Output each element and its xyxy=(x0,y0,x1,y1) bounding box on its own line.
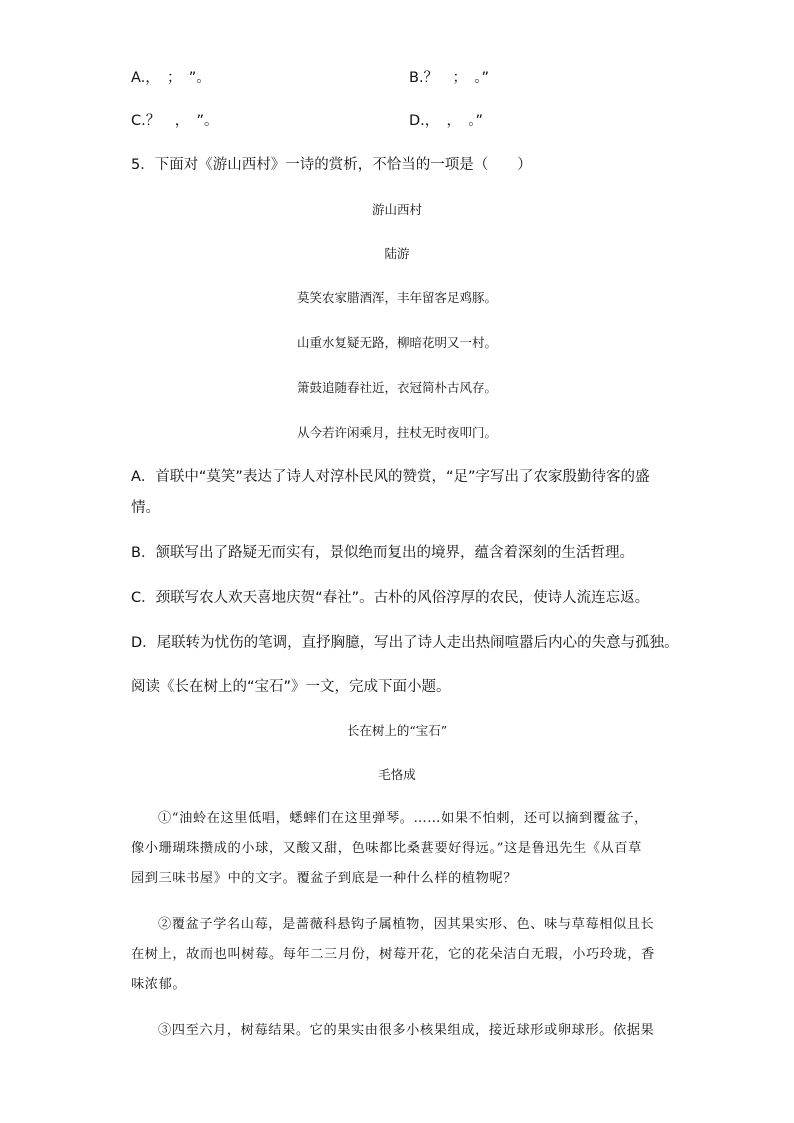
q4-option-d: D.， ， 。” xyxy=(409,113,484,129)
reading-instruction: 阅读《长在树上的“宝石”》一文，完成下面小题。 xyxy=(131,679,451,695)
poem-line-2: 山重水复疑无路，柳暗花明又一村。 xyxy=(296,335,497,350)
poem-line-3: 箫鼓追随春社近，衣冠简朴古风存。 xyxy=(296,380,497,395)
essay-p3-line1: ③四至六月，树莓结果。它的果实由很多小核果组成，接近球形或卵球形。依据果 xyxy=(158,1023,655,1038)
q5-stem: 5．下面对《游山西村》一诗的赏析，不恰当的一项是（ ） xyxy=(131,157,532,173)
q5-option-d: D．尾联转为忧伤的笔调，直抒胸臆，写出了诗人走出热闹喧嚣后内心的失意与孤独。 xyxy=(131,635,679,651)
poem-line-4: 从今若许闲乘月，拄杖无时夜叩门。 xyxy=(296,425,497,440)
poem-title: 游山西村 xyxy=(371,202,422,217)
essay-p1-line1: ①“油蛉在这里低唱，蟋蟀们在这里弹琴。……如果不怕刺，还可以摘到覆盆子， xyxy=(158,811,648,826)
q4-option-c: C.？ ， ”。 xyxy=(131,113,219,129)
q4-option-a: A.， ； ”。 xyxy=(131,70,211,86)
essay-p2-line1: ②覆盆子学名山莓，是蔷薇科悬钩子属植物，因其果实形、色、味与草莓相似且长 xyxy=(158,917,655,932)
essay-p1-line3: 园到三味书屋》中的文字。覆盆子到底是一种什么样的植物呢？ xyxy=(131,871,518,886)
essay-p2-line2: 在树上，故而也叫树莓。每年二三月份，树莓开花，它的花朵洁白无瑕，小巧玲珑，香 xyxy=(131,947,655,962)
q5-option-a-line2: 情。 xyxy=(131,500,160,516)
essay-p1-line2: 像小珊瑚珠攒成的小球，又酸又甜，色味都比桑葚要好得远。”这是鲁迅先生《从百草 xyxy=(131,841,642,856)
essay-author: 毛恪成 xyxy=(378,767,416,782)
q5-option-a-line1: A．首联中“莫笑”表达了诗人对淳朴民风的赞赏，“足”字写出了农家殷勤待客的盛 xyxy=(131,469,650,485)
q5-option-b: B．颔联写出了路疑无而实有，景似绝而复出的境界，蕴含着深刻的生活哲理。 xyxy=(131,545,634,561)
essay-title: 长在树上的“宝石” xyxy=(346,723,448,738)
q5-option-c: C．颈联写农人欢天喜地庆贺“春社”。古朴的风俗淳厚的农民，使诗人流连忘返。 xyxy=(131,590,650,606)
essay-p2-line3: 味浓郁。 xyxy=(131,977,187,992)
poem-author: 陆游 xyxy=(384,246,410,261)
q4-option-b: B.？ ； 。” xyxy=(409,70,490,86)
poem-line-1: 莫笑农家腊酒浑，丰年留客足鸡豚。 xyxy=(296,290,497,305)
